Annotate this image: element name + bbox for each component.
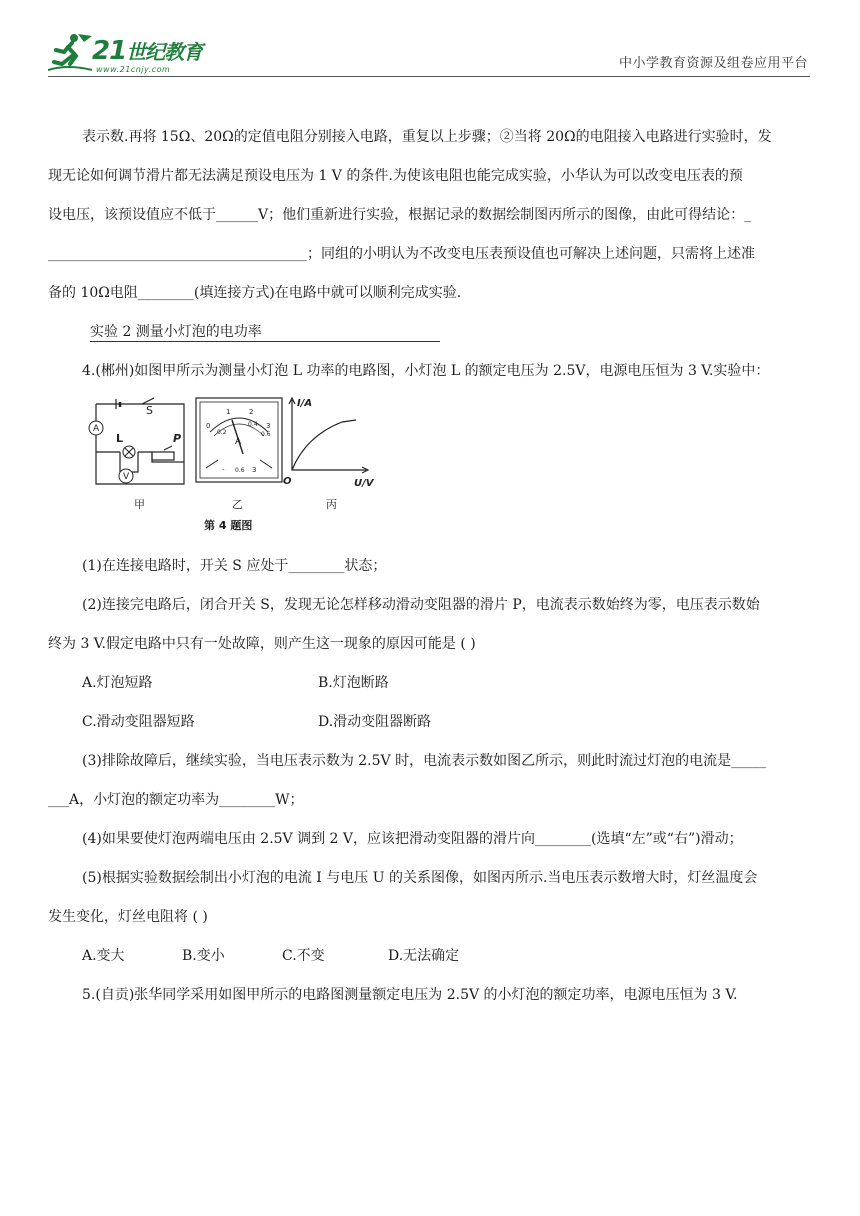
scale-label-0-4: 0.4 [248,421,258,428]
question-4-3b: ___A，小灯泡的额定功率为________W； [48,792,304,808]
slider-arrow-icon [164,446,172,450]
page-header [48,28,808,78]
scale-label-0-2: 0.2 [217,429,227,436]
text-line-2: 现无论如何调节滑片都无法满足预设电压为 1 V 的条件.为使该电阻也能完成实验，小华认为可以改变电压表的预 [48,168,743,184]
option-b: B.灯泡断路 [318,675,389,691]
origin-label: O [283,476,292,487]
scale-label-1: 1 [226,408,231,416]
header-divider [48,76,810,77]
scale-label-0-6: 0.6 [261,431,271,438]
document-body [48,118,810,1015]
lamp-label: L [116,432,124,445]
option-c: C.滑动变阻器短路 [82,714,195,730]
ammeter-label: A [93,424,100,434]
axis-i-label: I/A [297,398,313,409]
text-line-1: 表示数.再将 15Ω、20Ω的定值电阻分别接入电路，重复以上步骤；②当将 20Ω的电阻接入电路进行实验时，发 [82,129,772,145]
circuit-diagram [96,398,184,484]
options-row-2 [82,703,810,742]
text-line-5: 备的 10Ω电阻________(填连接方式)在电路中就可以顺利完成实验. [48,285,462,301]
question-5: 5.(自贡)张华同学采用如图甲所示的电路图测量额定电压为 2.5V 的小灯泡的额定功率，电源电压恒为 3 V. [82,987,738,1003]
figure-label-yi: 乙 [232,498,243,511]
logo-text: 21世纪教育 [92,36,203,66]
meter-unit-label: A [235,437,242,447]
option-5a: A.变大 [82,948,125,964]
question-4-5b: 发生变化，灯丝电阻将 ( ) [48,909,208,925]
question-4-1: (1)在连接电路时，开关 S 应处于________状态； [82,558,387,574]
option-a: A.灯泡短路 [82,675,153,691]
text-line-3: 设电压，该预设值应不低于______V；他们重新进行实验，根据记录的数据绘制图丙所示的图像，由此可得结论：_ [48,207,752,223]
terminal-0-6-label: 0.6 [235,467,245,474]
scale-label-2: 2 [249,408,254,416]
option-5c: C.不变 [282,948,325,964]
question-4-2a: (2)连接完电路后，闭合开关 S，发现无论怎样移动滑动变阻器的滑片 P，电流表示数始终为零，电压表示数始 [82,597,760,613]
question-4-3a: (3)排除故障后，继续实验，当电压表示数为 2.5V 时，电流表示数如图乙所示，则此时流过灯泡的电流是_____ [82,753,767,769]
question-4: 4.(郴州)如图甲所示为测量小灯泡 L 功率的电路图，小灯泡 L 的额定电压为 2.5V，电源电压恒为 3 V.实验中： [82,363,770,379]
platform-title: 中小学教育资源及组卷应用平台 [618,56,808,71]
voltmeter-label: V [123,472,130,482]
options-row-3 [82,937,810,976]
experiment-2-heading: 实验 2 测量小灯泡的电功率 [82,313,810,352]
figure-caption: 第 4 题图 [204,519,253,532]
options-row-1 [82,664,810,703]
site-logo [48,28,228,78]
slider-label: P [173,432,182,445]
runner-icon [48,30,94,76]
figure-label-jia: 甲 [134,498,145,511]
option-d: D.滑动变阻器断路 [318,714,432,730]
question-4-figure [80,392,390,532]
logo-url: www.21cnjy.com [96,65,171,74]
scale-label-0: 0 [206,422,211,430]
option-5b: B.变小 [182,948,225,964]
question-4-5a: (5)根据实验数据绘制出小灯泡的电流 I 与电压 U 的关系图像，如图丙所示.当电压表示数增大时，灯丝温度会 [82,870,758,886]
option-5d: D.无法确定 [388,948,460,964]
terminal-minus-label: - [222,466,225,474]
axis-u-label: U/V [354,478,374,489]
figure-label-bing: 丙 [326,498,337,511]
question-4-2b: 终为 3 V.假定电路中只有一处故障，则产生这一现象的原因可能是 ( ) [48,636,476,652]
iu-graph [289,398,368,473]
switch-label: S [146,404,153,417]
terminal-3-label: 3 [252,466,257,474]
question-4-4: (4)如果要使灯泡两端电压由 2.5V 调到 2 V，应该把滑动变阻器的滑片向________(选填“左”或“右”)滑动； [82,831,743,847]
text-line-4: _____________________________________；同组的小明认为不改变电压表预设值也可解决上述问题，只需将上述准 [48,246,755,262]
scale-label-3: 3 [266,422,271,430]
